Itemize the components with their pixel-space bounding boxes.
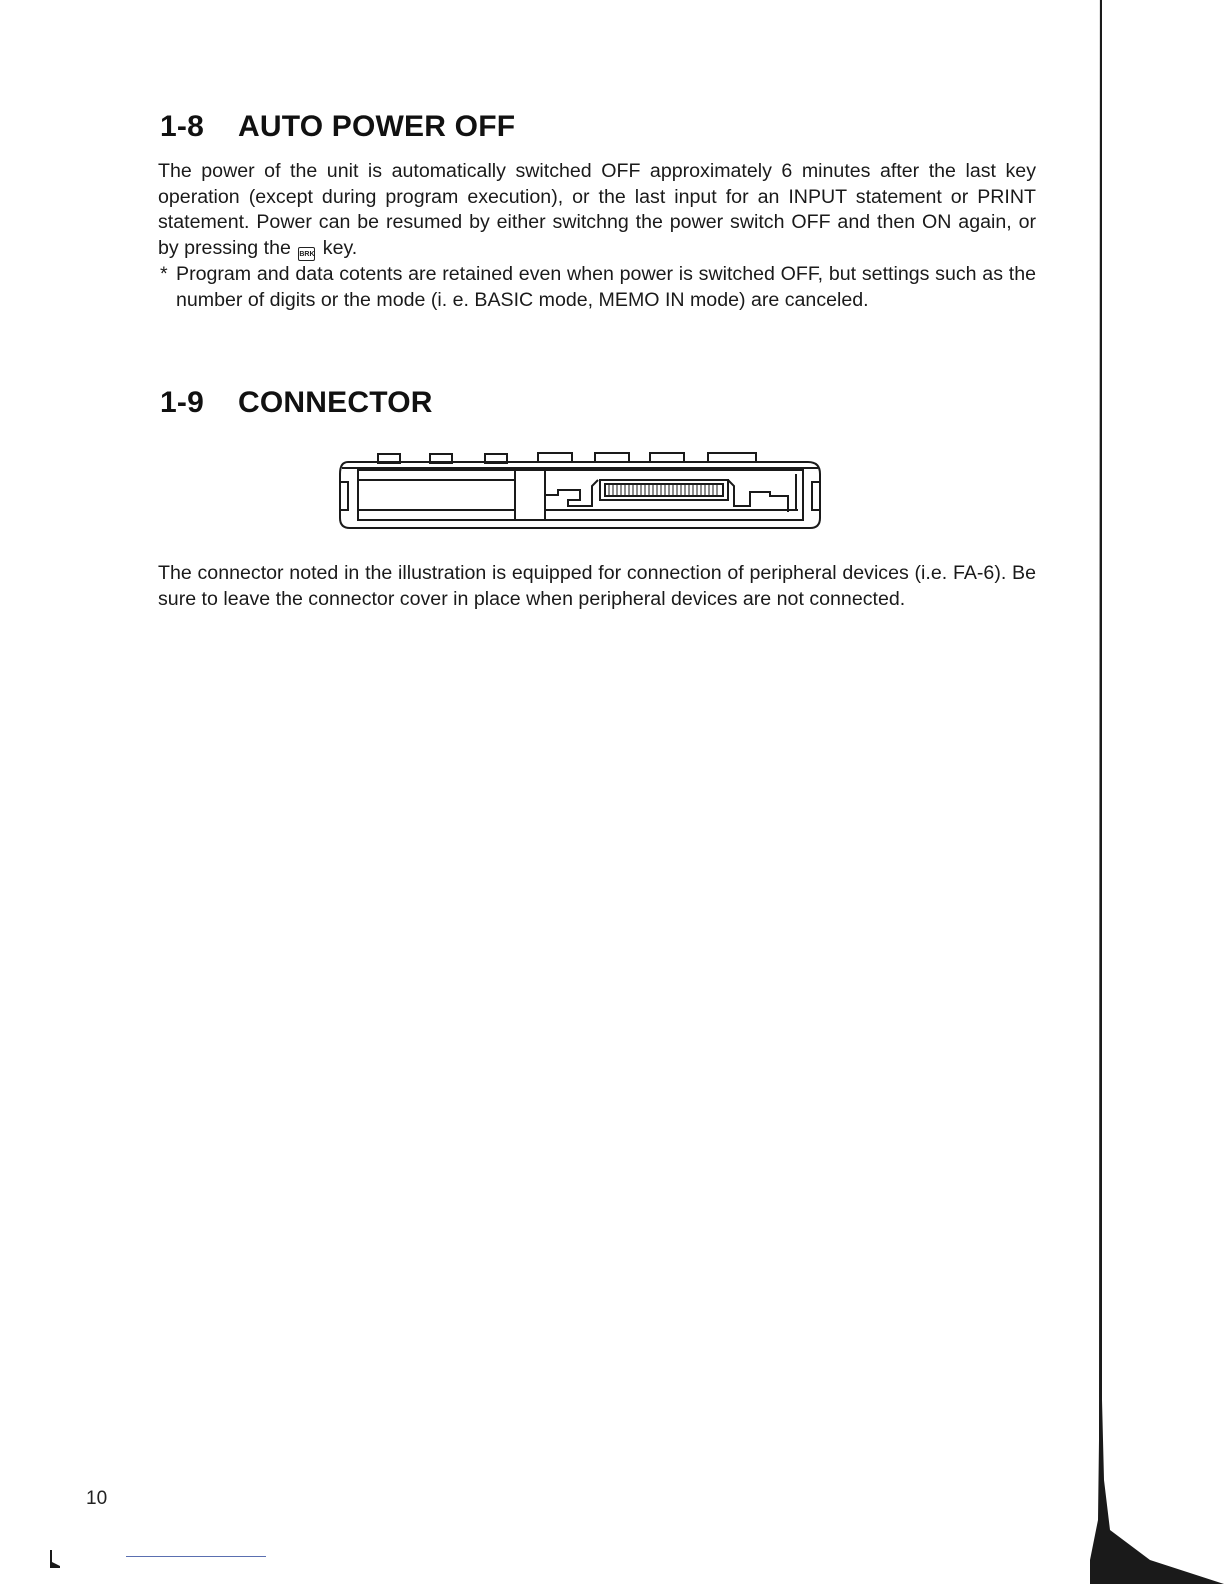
socket-left xyxy=(545,480,598,506)
scan-binding-shadow xyxy=(1090,0,1224,1584)
section-number: 1-8 xyxy=(160,110,204,143)
scan-corner-mark xyxy=(48,1548,68,1568)
connector-paragraph: The connector noted in the illustration is equipped for connection of peripheral devices (i.e. FA-6). Be sure to leave the connector cover in place when peripheral devices are not connected. xyxy=(158,562,1036,610)
left-end-cap xyxy=(340,482,348,510)
socket-right xyxy=(728,480,788,512)
note-text: Program and data cotents are retained even when power is switched OFF, but settings such as the number of digits or the mode (i. e. BASIC mode, MEMO IN mode) are canceled. xyxy=(176,263,1036,311)
note-asterisk: * xyxy=(160,263,168,285)
brk-key-icon: BRK xyxy=(298,247,315,261)
section-title: CONNECTOR xyxy=(238,386,433,419)
auto-power-off-paragraph xyxy=(158,159,1036,261)
bottom-rule xyxy=(126,1556,266,1557)
tab xyxy=(538,453,572,462)
tab xyxy=(595,453,629,462)
section-number: 1-9 xyxy=(160,386,204,419)
section-heading-connector xyxy=(160,386,433,420)
connector-side-view-icon xyxy=(330,440,830,540)
tab xyxy=(708,453,756,462)
page-number: 10 xyxy=(86,1488,108,1509)
paragraph-text-part2: key. xyxy=(317,236,358,259)
section-heading-auto-power-off xyxy=(160,110,515,144)
paragraph-text-part1: The power of the unit is automatically switched OFF approximately 6 minutes after the last key operation (except during program execution), or the last input for an INPUT statement or PRINT statement. Power can be resumed by either switchng the power switch OFF and then ON again, or by pressing the xyxy=(158,160,1036,259)
right-end-cap xyxy=(812,482,820,510)
section-title: AUTO POWER OFF xyxy=(238,110,516,143)
tab xyxy=(650,453,684,462)
note-block xyxy=(158,262,1036,313)
